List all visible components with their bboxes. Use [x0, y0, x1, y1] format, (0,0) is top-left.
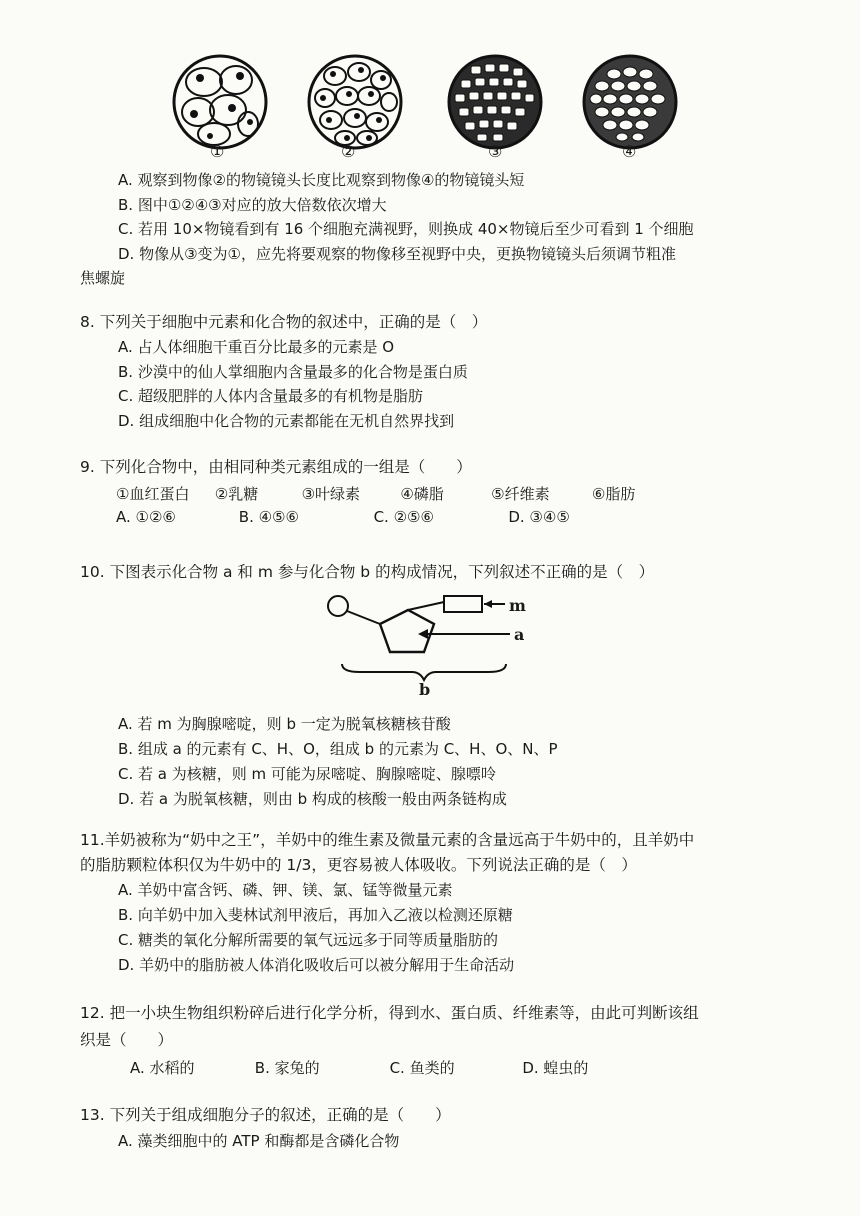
figure-label-4: ④ [622, 142, 637, 161]
q12-option-a: A. 水稻的 [130, 1059, 195, 1077]
q11-stem-line2: 的脂肪颗粒体积仅为牛奶中的 1/3，更容易被人体吸收。下列说法正确的是（ ） [80, 856, 637, 874]
q7-option-d: D. 物像从③变为①，应先将要观察的物像移至视野中央，更换物镜镜头后须调节粗准 [118, 245, 676, 263]
microscope-field-2 [305, 52, 405, 152]
q9-option-d: D. ③④⑤ [508, 508, 570, 526]
q8-stem: 8. 下列关于细胞中元素和化合物的叙述中，正确的是（ ） [80, 313, 488, 331]
q9-item-4: ④磷脂 [400, 485, 444, 503]
q11-option-a: A. 羊奶中富含钙、磷、钾、镁、氯、锰等微量元素 [118, 881, 453, 899]
nucleotide-diagram [320, 594, 540, 690]
q13-stem: 13. 下列关于组成细胞分子的叙述，正确的是（ ） [80, 1106, 451, 1124]
q13-option-a: A. 藻类细胞中的 ATP 和酶都是含磷化合物 [118, 1132, 400, 1150]
q9-item-2: ②乳糖 [214, 485, 259, 503]
microscope-field-3 [445, 52, 545, 152]
q8-option-b: B. 沙漠中的仙人掌细胞内含量最多的化合物是蛋白质 [118, 363, 468, 381]
q12-option-c: C. 鱼类的 [389, 1059, 455, 1077]
q12-options [130, 1057, 588, 1078]
q9-item-6: ⑥脂肪 [591, 485, 636, 503]
q9-item-1: ①血红蛋白 [116, 485, 190, 503]
q9-stem: 9. 下列化合物中，由相同种类元素组成的一组是（ ） [80, 458, 472, 476]
q12-stem-line1: 12. 把一小块生物组织粉碎后进行化学分析，得到水、蛋白质、纤维素等，由此可判断该组 [80, 1004, 699, 1022]
figure-label-3: ③ [488, 142, 503, 161]
q10-option-a: A. 若 m 为胸腺嘧啶，则 b 一定为脱氧核糖核苷酸 [118, 715, 451, 733]
q11-option-c: C. 糖类的氧化分解所需要的氧气远远多于同等质量脂肪的 [118, 931, 499, 949]
q11-option-d: D. 羊奶中的脂肪被人体消化吸收后可以被分解用于生命活动 [118, 956, 515, 974]
q8-option-d: D. 组成细胞中化合物的元素都能在无机自然界找到 [118, 412, 455, 430]
q10-option-d: D. 若 a 为脱氧核糖，则由 b 构成的核酸一般由两条链构成 [118, 790, 507, 808]
q12-option-d: D. 蝗虫的 [522, 1059, 589, 1077]
q7-option-c: C. 若用 10×物镜看到有 16 个细胞充满视野，则换成 40×物镜后至少可看到 1 个细胞 [118, 220, 694, 238]
q12-option-b: B. 家兔的 [254, 1059, 320, 1077]
q7-option-b: B. 图中①②④③对应的放大倍数依次增大 [118, 196, 387, 214]
diagram-label-m: m [509, 596, 526, 615]
q10-stem: 10. 下图表示化合物 a 和 m 参与化合物 b 的构成情况，下列叙述不正确的是（ ） [80, 563, 655, 581]
q9-option-c: C. ②⑤⑥ [373, 508, 434, 526]
q9-option-b: B. ④⑤⑥ [238, 508, 299, 526]
diagram-label-b: b [419, 680, 431, 699]
q11-stem-line1: 11.羊奶被称为“奶中之王”，羊奶中的维生素及微量元素的含量远高于牛奶中的，且羊奶中 [80, 831, 695, 849]
q10-option-b: B. 组成 a 的元素有 C、H、O，组成 b 的元素为 C、H、O、N、P [118, 740, 558, 758]
q9-option-a: A. ①②⑥ [116, 508, 176, 526]
microscope-field-4 [580, 52, 680, 152]
q7-option-a: A. 观察到物像②的物镜镜头长度比观察到物像④的物镜镜头短 [118, 171, 525, 189]
q12-stem-line2: 织是（ ） [80, 1031, 174, 1049]
q10-option-c: C. 若 a 为核糖，则 m 可能为尿嘧啶、胸腺嘧啶、腺嘌呤 [118, 765, 496, 783]
diagram-label-a: a [514, 625, 525, 644]
q9-items [116, 483, 635, 504]
q9-item-3: ③叶绿素 [301, 485, 361, 503]
q8-option-c: C. 超级肥胖的人体内含量最多的有机物是脂肪 [118, 387, 424, 405]
q7-option-d-cont: 焦螺旋 [80, 269, 126, 287]
q9-options [116, 508, 570, 526]
q8-option-a: A. 占人体细胞干重百分比最多的元素是 O [118, 338, 395, 356]
microscope-field-1 [170, 52, 270, 152]
figure-label-1: ① [210, 142, 225, 161]
q11-option-b: B. 向羊奶中加入斐林试剂甲液后，再加入乙液以检测还原糖 [118, 906, 513, 924]
q9-item-5: ⑤纤维素 [491, 485, 550, 503]
figure-label-2: ② [341, 142, 356, 161]
